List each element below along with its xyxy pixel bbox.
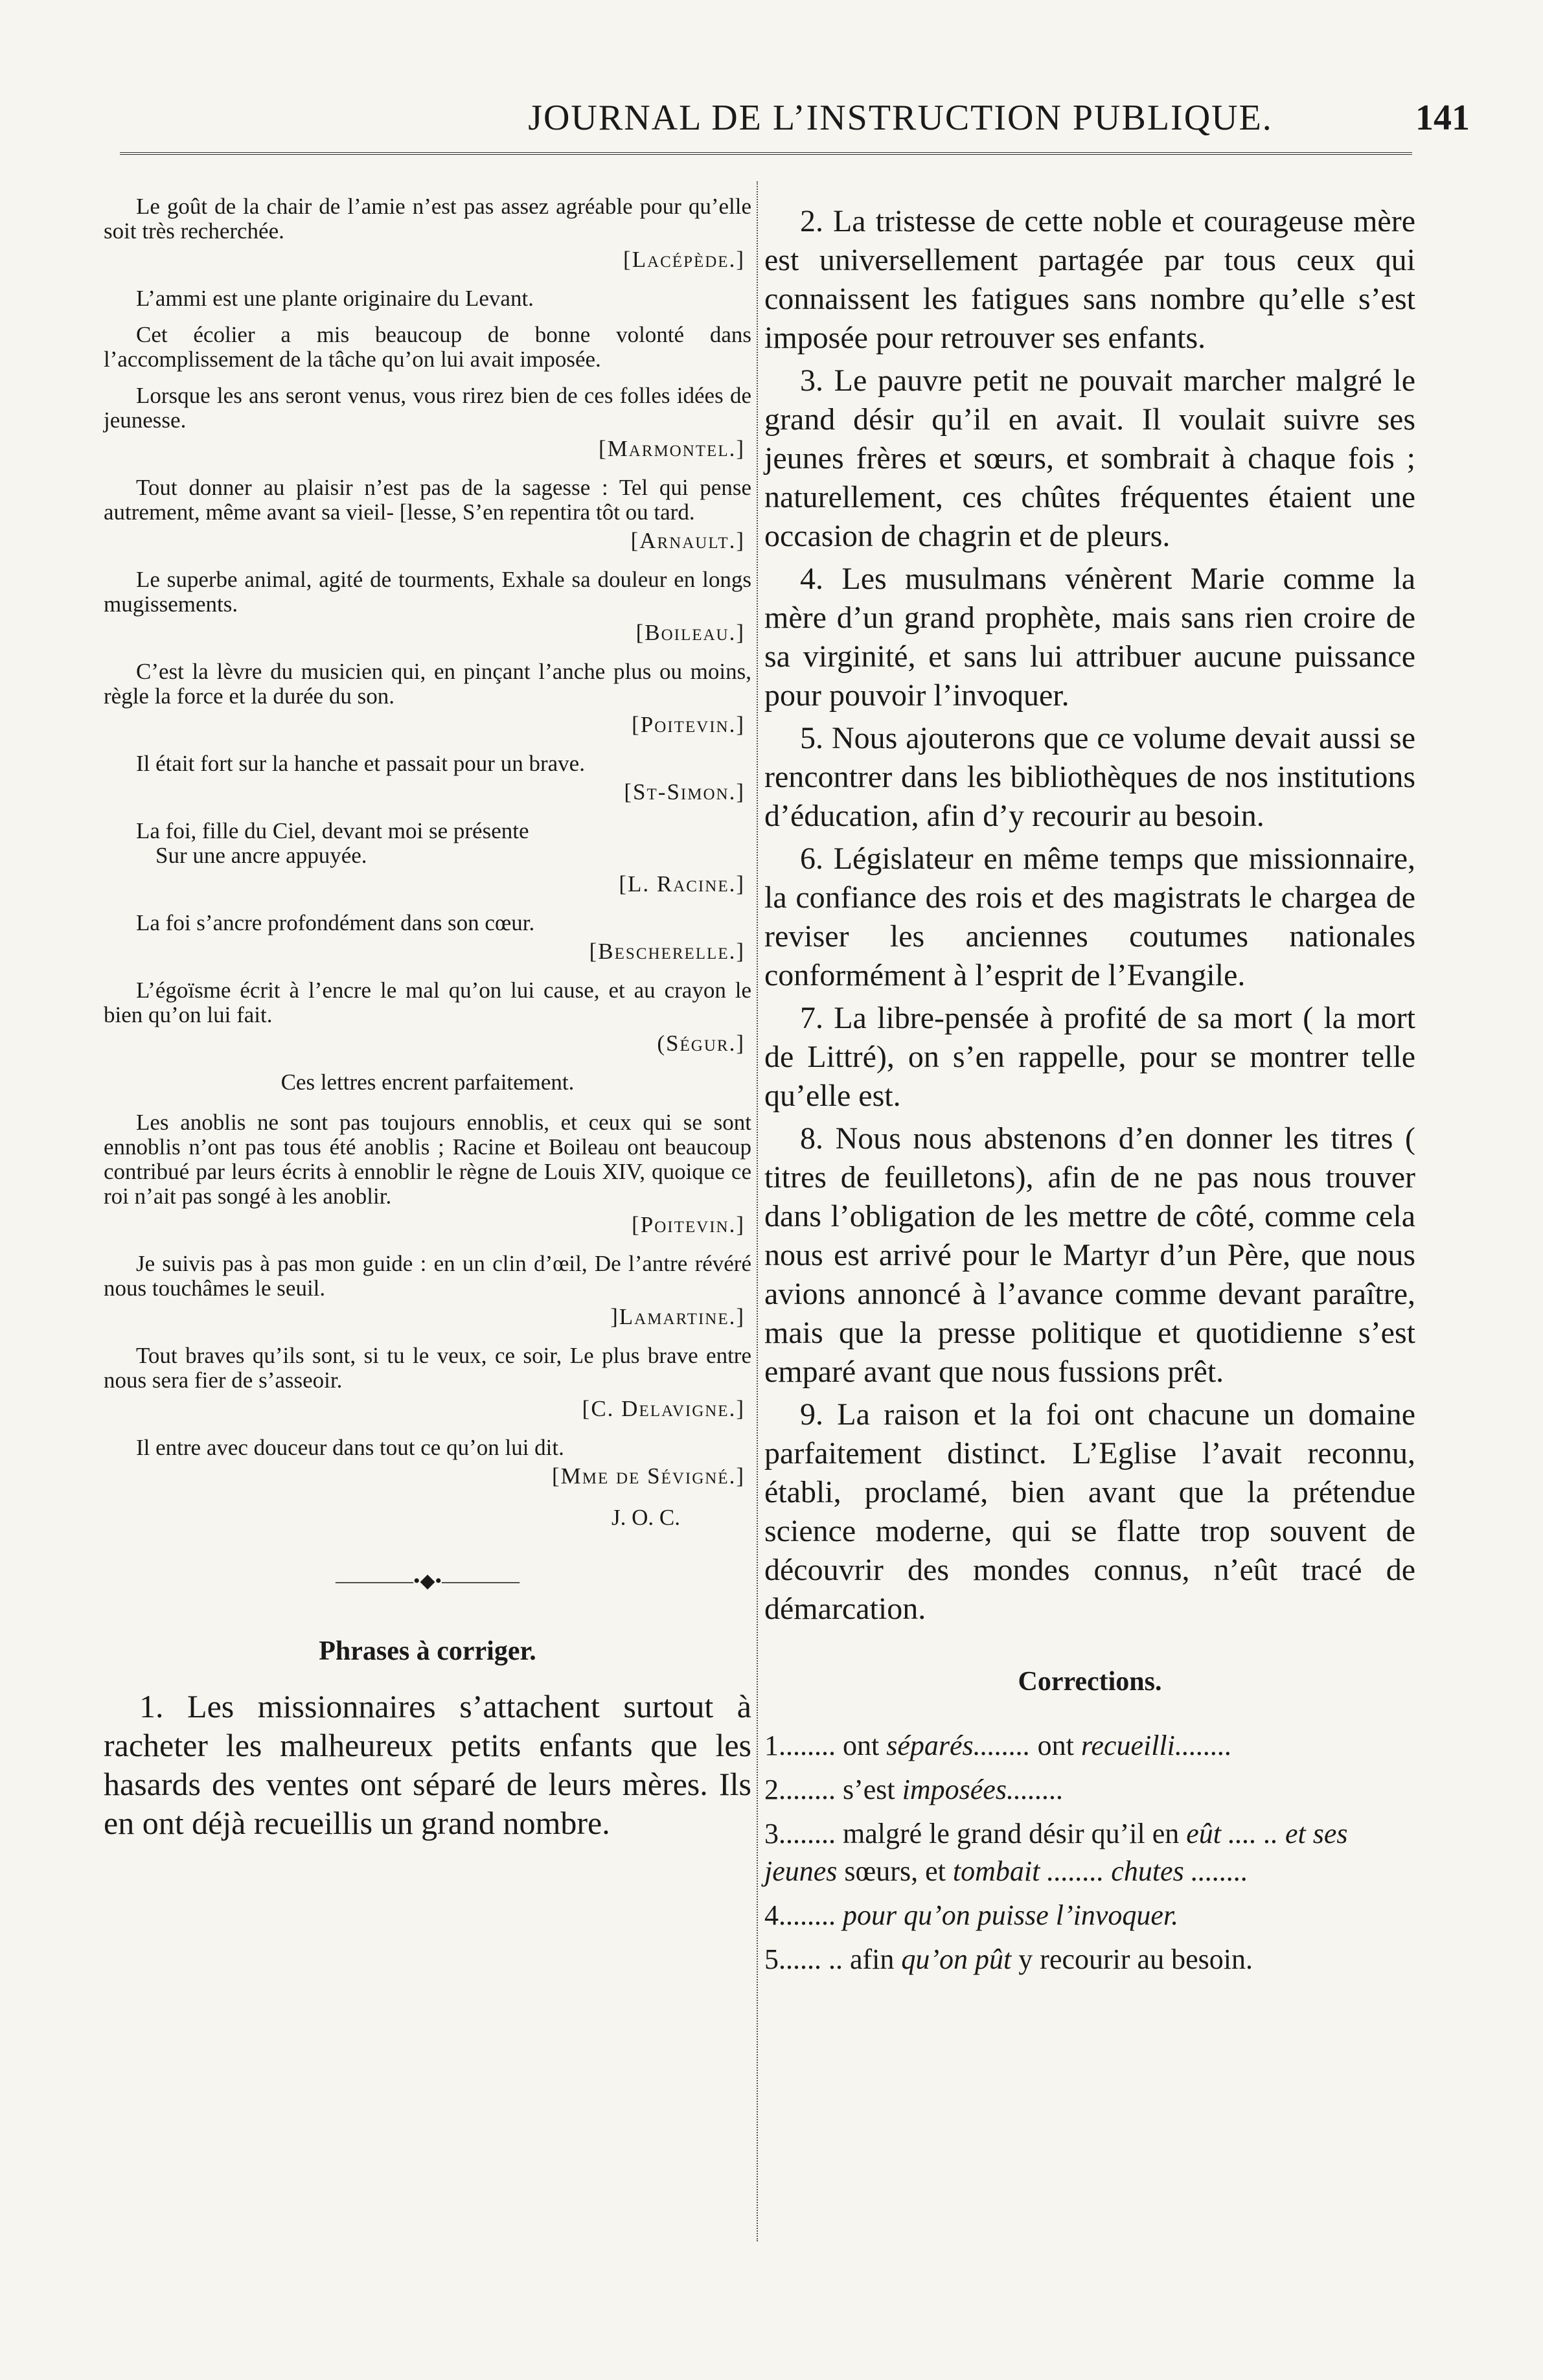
plain-line: Ces lettres encrent parfaitement. — [280, 1070, 575, 1095]
example-source: [Marmontel.] — [598, 436, 745, 461]
exercise-item: 4. Les musulmans vénèrent Marie comme la mère d’un grand prophète, mais sans rien croire de sa virginité, et sans lui attribuer aucune puissance pour pouvoir l’invoquer. — [764, 562, 1415, 713]
example-source: ]Lamartine.] — [610, 1304, 745, 1329]
correction-line — [764, 1727, 1415, 1765]
example — [104, 194, 751, 272]
example — [104, 819, 751, 897]
example — [104, 475, 751, 553]
example — [104, 1344, 751, 1421]
correction-number: 2........ — [764, 1774, 836, 1805]
example-text: Lorsque les ans seront venus, vous rirez bien de ces folles idées de jeunesse. — [104, 383, 751, 433]
exercise-item: 9. La raison et la foi ont chacune un domaine parfaitement distinct. L’Eglise l’avait reconnu, établi, proclamé, bien avant que la prétendue science moderne, qui se flatte trop souvent de découvrir des mondes connus, n’eût tracé de démarcation. — [764, 1397, 1415, 1626]
example-source: [Bescherelle.] — [589, 939, 745, 964]
page-number: 141 — [1415, 98, 1470, 138]
correction-italic: qu’on pût — [901, 1943, 1012, 1975]
exercise-item: 5. Nous ajouterons que ce volume devait aussi se rencontrer dans les bibliothèques de nos institutions d’éducation, afin d’y recourir au besoin. — [764, 721, 1415, 833]
example — [104, 911, 751, 964]
example-source: [Mme de Sévigné.] — [551, 1463, 745, 1489]
exercise-item: 1. Les missionnaires s’attachent surtout à racheter les malheureux petits enfants que les hasards des ventes ont séparé de leurs mères. Ils en ont déjà recueillis un grand nombre. — [104, 1688, 751, 1841]
example — [104, 1436, 751, 1489]
signature: J. O. C. — [611, 1505, 680, 1530]
example-text: Cet écolier a mis beaucoup de bonne volonté dans l’accomplissement de la tâche qu’on lui avait imposée. — [104, 322, 751, 372]
example-text: Tout braves qu’ils sont, si tu le veux, ce soir, Le plus brave entre nous sera fier de s’asseoir. — [104, 1343, 751, 1393]
correction-text: malgré le grand désir qu’il en — [843, 1818, 1180, 1849]
example — [104, 978, 751, 1056]
correction-line — [764, 1815, 1415, 1890]
correction-text: s’est — [843, 1774, 895, 1805]
section-title: Phrases à corriger. — [319, 1636, 536, 1666]
correction-italic: pour qu’on puisse l’invoquer. — [843, 1899, 1179, 1931]
correction-text: sœurs, et — [844, 1855, 946, 1887]
example — [104, 323, 751, 372]
left-column — [104, 194, 751, 1846]
example — [104, 659, 751, 737]
example-text: C’est la lèvre du musicien qui, en pinçant l’anche plus ou moins, règle la force et la durée du son. — [104, 659, 751, 709]
ornament-divider: ————•◆•———— — [335, 1570, 520, 1592]
example-text: Il entre avec douceur dans tout ce qu’on lui dit. — [136, 1435, 564, 1460]
running-header: JOURNAL DE L’INSTRUCTION PUBLIQUE. — [528, 98, 1273, 138]
correction-number: 3........ — [764, 1818, 836, 1849]
correction-italic: séparés........ — [886, 1730, 1031, 1761]
correction-italic: imposées........ — [902, 1774, 1064, 1805]
example — [104, 286, 751, 311]
example-source: [Poitevin.] — [632, 1212, 745, 1237]
correction-text: afin — [850, 1943, 895, 1975]
correction-number: 1........ — [764, 1730, 836, 1761]
example-source: [St-Simon.] — [624, 779, 745, 805]
correction-line — [764, 1771, 1415, 1809]
correction-text: ont — [1037, 1730, 1074, 1761]
correction-line — [764, 1897, 1415, 1934]
example — [104, 383, 751, 461]
correction-number: 5...... .. — [764, 1943, 843, 1975]
example-source: [Arnault.] — [630, 528, 745, 553]
exercise-item: 2. La tristesse de cette noble et courageuse mère est universellement partagée par tous ceux qui connaissent les fatigues sans nombre qu’elle s’est imposée pour retrouver ses enfants. — [764, 204, 1415, 355]
example-source: (Ségur.] — [657, 1031, 745, 1056]
example-source: [Poitevin.] — [632, 712, 745, 737]
corrections-title: Corrections. — [1018, 1667, 1162, 1697]
exercise-item: 7. La libre-pensée à profité de sa mort ( la mort de Littré), on s’en rappelle, pour se montrer telle qu’elle est. — [764, 1001, 1415, 1113]
example-text: Le superbe animal, agité de tourments, Exhale sa douleur en longs mugissements. — [104, 567, 751, 617]
example-source: [C. Delavigne.] — [582, 1396, 745, 1421]
example-source: [L. Racine.] — [619, 871, 745, 897]
header-rule — [120, 152, 1412, 155]
example-text: L’ammi est une plante originaire du Levant. — [136, 286, 534, 311]
example-text: Il était fort sur la hanche et passait pour un brave. — [136, 751, 585, 776]
column-divider — [757, 181, 758, 2241]
exercise-item: 8. Nous nous abstenons d’en donner les titres ( titres de feuilletons), afin de ne pas nous trouver dans l’obligation de les mettre de côté, comme cela nous est arrivé pour le Martyr d’un Père, que nous avions annoncé à l’avance comme devant paraître, mais que la presse politique et quotidienne s’est emparé avant que nous fussions prêt. — [764, 1121, 1415, 1389]
correction-text: y recourir au besoin. — [1018, 1943, 1253, 1975]
right-column — [764, 202, 1415, 1985]
correction-line — [764, 1941, 1415, 1978]
example-text: Le goût de la chair de l’amie n’est pas assez agréable pour qu’elle soit très recherchée. — [104, 194, 751, 244]
example-source: [Lacépède.] — [623, 247, 745, 272]
example-text: Les anoblis ne sont pas toujours ennoblis, et ceux qui se sont ennoblis n’ont pas tous été anoblis ; Racine et Boileau ont beaucoup contribué par leurs écrits à ennoblir le règne de Louis XIV, quoique ce roi n’ait pas songé à les anoblir. — [104, 1110, 751, 1209]
example-verse: Sur une ancre appuyée. — [155, 843, 367, 868]
correction-number: 4........ — [764, 1899, 836, 1931]
example-text: Tout donner au plaisir n’est pas de la sagesse : Tel qui pense autrement, même avant sa vieil- [lesse, S’en repentira tôt ou tard. — [104, 475, 751, 525]
exercise-item: 6. Législateur en même temps que missionnaire, la confiance des rois et des magistrats le chargea de reviser les anciennes coutumes nationales conformément à l’esprit de l’Evangile. — [764, 841, 1415, 992]
correction-italic: recueilli........ — [1080, 1730, 1232, 1761]
example-text: L’égoïsme écrit à l’encre le mal qu’on lui cause, et au crayon le bien qu’on lui fait. — [104, 978, 751, 1027]
example — [104, 1252, 751, 1329]
correction-italic: eût .... .. et ses jeunes — [764, 1818, 1348, 1887]
example-text: Je suivis pas à pas mon guide : en un clin d’œil, De l’antre révéré nous touchâmes le seuil. — [104, 1251, 751, 1301]
example-text: La foi s’ancre profondément dans son cœur. — [136, 910, 535, 935]
correction-text: ont — [843, 1730, 880, 1761]
correction-italic: tombait ........ chutes ........ — [952, 1855, 1248, 1887]
exercise-item: 3. Le pauvre petit ne pouvait marcher malgré le grand désir qu’il en avait. Il voulait suivre ses jeunes frères et sœurs, et sombrait à chaque fois ; naturellement, ces chûtes fréquentes étaient une occasion de chagrin et de pleurs. — [764, 363, 1415, 553]
example-text: La foi, fille du Ciel, devant moi se présente — [136, 818, 529, 843]
example — [104, 1110, 751, 1237]
example — [104, 751, 751, 805]
example — [104, 567, 751, 645]
example-source: [Boileau.] — [635, 620, 745, 645]
